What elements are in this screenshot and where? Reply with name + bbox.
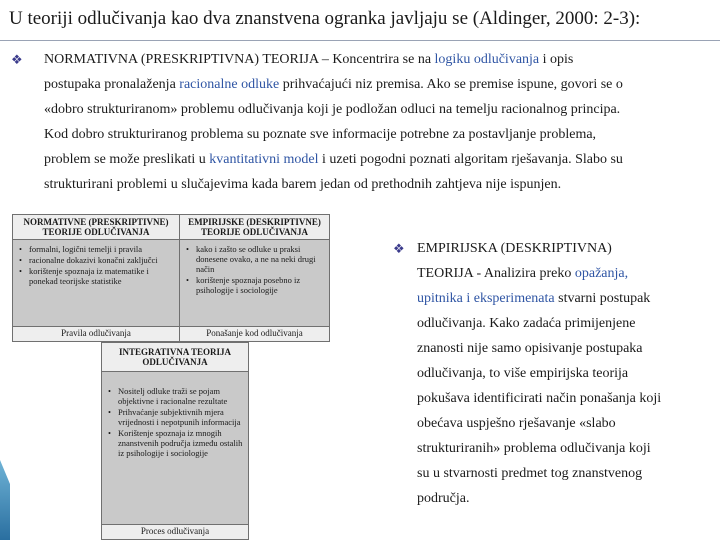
list-item: • formalni, logični temelji i pravila bbox=[29, 244, 177, 254]
normative-box-footer: Pravila odlučivanja bbox=[13, 326, 179, 341]
list-item: • racionalne dokazivi konačni zaključci bbox=[29, 255, 177, 265]
list-item: • Korištenje spoznaja iz mnogih znanstvenih područja između ostalih iz psihologije i sociologije bbox=[118, 428, 246, 458]
diamond-bullet-icon: ❖ bbox=[393, 241, 405, 256]
integrative-box-title: INTEGRATIVNA TEORIJA ODLUČIVANJA bbox=[102, 343, 248, 372]
decorative-corner bbox=[0, 460, 10, 540]
diamond-bullet-icon: ❖ bbox=[11, 52, 23, 67]
normativna-heading: NORMATIVNA (PRESKRIPTIVNA) TEORIJA bbox=[44, 52, 319, 67]
integrative-box bbox=[101, 342, 249, 540]
page-title: U teoriji odlučivanja kao dva znanstvena ogranka javljaju se (Aldinger, 2000: 2-3): bbox=[9, 8, 641, 29]
empirical-box-title: EMPIRIJSKE (DESKRIPTIVNE) TEORIJE ODLUČIVANJA bbox=[180, 215, 329, 240]
divider bbox=[0, 40, 720, 41]
empirijska-heading: EMPIRIJSKA (DESKRIPTIVNA) bbox=[417, 241, 612, 256]
empirical-box bbox=[179, 214, 330, 342]
normative-box bbox=[12, 214, 180, 342]
list-item: • Nositelj odluke traži se pojam objektivne i racionalne rezultate bbox=[118, 386, 246, 406]
decision-theory-diagram bbox=[12, 214, 330, 540]
list-item: • korištenje spoznaja iz matematike i ponekad teorijske statistike bbox=[29, 266, 177, 286]
integrative-box-footer: Proces odlučivanja bbox=[102, 524, 248, 539]
list-item: • kako i zašto se odluke u praksi donesene ovako, a ne na neki drugi način bbox=[196, 244, 327, 274]
empirijska-paragraph: EMPIRIJSKA (DESKRIPTIVNA) TEORIJA - Analizira preko opažanja, upitnika i eksperimenata stvarni postupak odlučivanja. Kako zadaća primijenjene znanosti nije samo opisivanje postupaka odlučivanja, to više empirijska teorija pokušava identificirati način ponašanja koji obećava uspješno rješavanje «slabo strukturiranih» problema odlučivanja koji su u stvarnosti predmet tog znanstvenog područja. bbox=[417, 236, 661, 511]
normativna-paragraph: NORMATIVNA (PRESKRIPTIVNA) TEORIJA – Koncentrira se na logiku odlučivanja i opis postupaka pronalaženja racionalne odluke prihvaćajući niz premisa. Ako se premise ispune, govori se o «dobro strukturiranom» problemu odlučivanja koji je podložan odluci na temelju racionalnog principa. Kod dobro strukturiranog problema su poznate sve informacije potrebne za postavljanje problema, problem se može preslikati u kvantitativni model i uzeti pogodni poznati algoritam rješavanja. Slabo su strukturirani problemi u slučajevima kada barem jedan od prethodnih zahtjeva nije ispunjen. bbox=[44, 52, 623, 192]
list-item: • korištenje spoznaja posebno iz psihologije i sociologije bbox=[196, 275, 327, 295]
empirical-box-footer: Ponašanje kod odlučivanja bbox=[180, 326, 329, 341]
list-item: • Prihvaćanje subjektivnih mjera vrijednosti i nepotpunih informacija bbox=[118, 407, 246, 427]
logika-link: logiku odlučivanja bbox=[434, 52, 540, 67]
normative-box-title: NORMATIVNE (PRESKRIPTIVNE) TEORIJE ODLUČIVANJA bbox=[13, 215, 179, 240]
